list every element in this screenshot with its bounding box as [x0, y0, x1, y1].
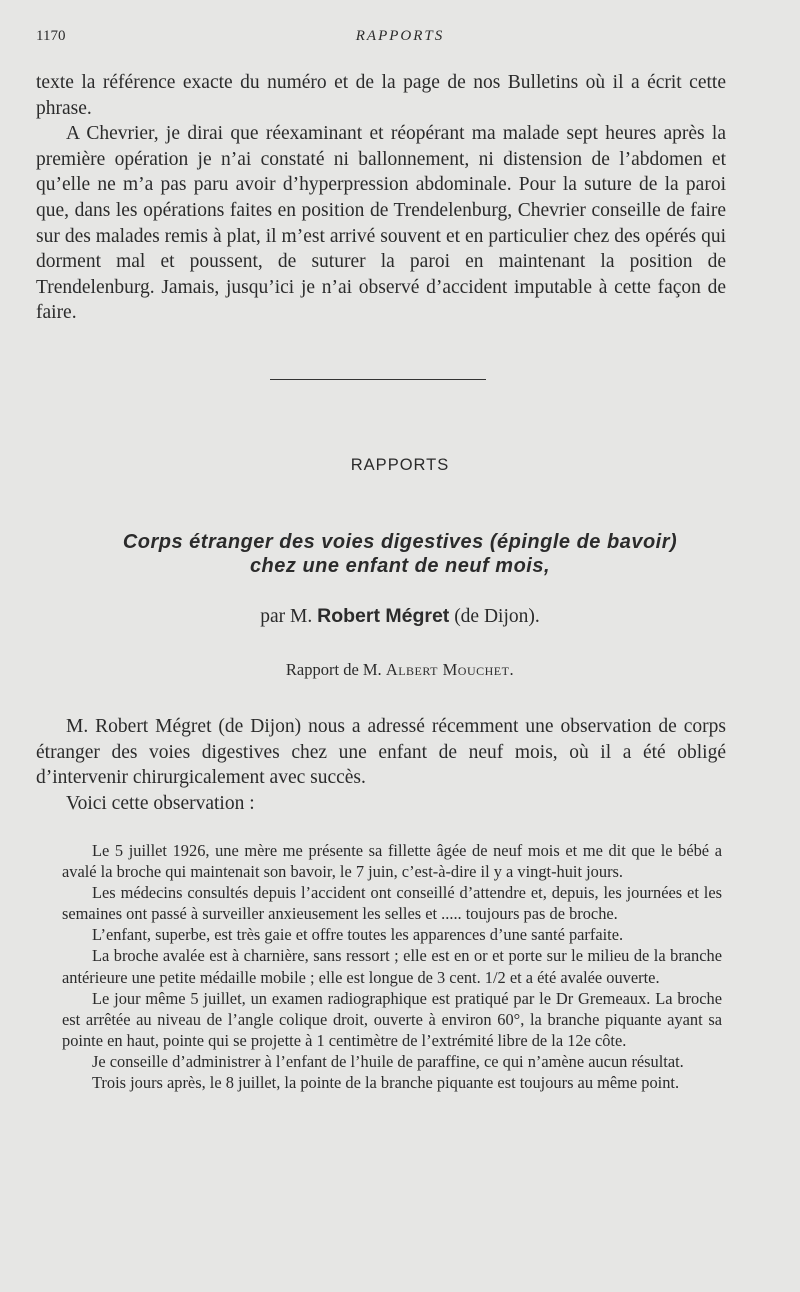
page-number: 1170 [36, 28, 66, 44]
reporter-name: Albert Mouchet. [385, 660, 515, 679]
running-title: RAPPORTS [355, 28, 445, 44]
observation-paragraph: Les médecins consultés depuis l’accident ont conseillé d’attendre et, depuis, les journées et les semaines ont passé à surveiller anxieusement les selles et ..... toujours pas de broche. [62, 883, 722, 924]
byline-prefix: par M. [260, 606, 313, 627]
section-divider [270, 379, 486, 380]
running-head [36, 28, 764, 48]
article-title-line: Corps étranger des voies digestives (épingle de bavoir) [122, 531, 678, 553]
observation-paragraph: Le 5 juillet 1926, une mère me présente sa fillette âgée de neuf mois et me dit que le bébé a avalé la broche qui maintenait son bavoir, le 7 juin, c’est-à-dire il y a vingt-huit jours. [62, 841, 722, 882]
byline [0, 605, 800, 628]
article-title [40, 530, 760, 578]
observation-paragraph: L’enfant, superbe, est très gaie et offre toutes les apparences d’une santé parfaite. [92, 925, 624, 945]
observation-paragraph: Je conseille d’administrer à l’enfant de l’huile de paraffine, ce qui n’amène aucun résultat. [92, 1051, 684, 1071]
author-name: Robert Mégret [317, 605, 450, 627]
report-prefix: Rapport de M. [285, 660, 382, 679]
observation-paragraph: La broche avalée est à charnière, sans ressort ; elle est en or et porte sur le milieu de la branche antérieure une petite médaille mobile ; elle est longue de 3 cent. 1/2 et a été avalée ouverte. [62, 946, 722, 987]
observation-paragraph: Le jour même 5 juillet, un examen radiographique est pratiqué par le Dr Gremeaux. La broche est arrêtée au niveau de l’angle colique droit, ouverte à environ 60°, la branche piquante ayant sa pointe en haut, pointe qui se projette à 1 centimètre de l’extrémité libre de la 12e côte. [62, 988, 722, 1050]
section-heading: RAPPORTS [350, 456, 450, 474]
main-text [36, 714, 726, 816]
main-paragraph: Voici cette observation : [66, 792, 255, 814]
observation-text [62, 840, 722, 1093]
article-title-line: chez une enfant de neuf mois, [249, 555, 551, 577]
observation-paragraph: Trois jours après, le 8 juillet, la pointe de la branche piquante est toujours au même point. [92, 1073, 680, 1093]
byline-suffix: (de Dijon). [454, 606, 540, 627]
report-line [0, 660, 800, 680]
intro-text [36, 70, 726, 326]
intro-paragraph: texte la référence exacte du numéro et de la page de nos Bulletins où il a écrit cette phrase. [36, 72, 726, 119]
main-paragraph: M. Robert Mégret (de Dijon) nous a adressé récemment une observation de corps étranger des voies digestives chez une enfant de neuf mois, où il a été obligé d’intervenir chirurgicalement avec succès. [36, 716, 726, 789]
intro-paragraph: A Chevrier, je dirai que réexaminant et réopérant ma malade sept heures après la première opération je n’ai constaté ni ballonnement, ni distension de l’abdomen et qu’elle ne m’a pas paru avoir d’hyperpression abdominale. Pour la suture de la paroi que, dans les opérations faites en position de Trendelenburg, Chevrier conseille de faire sur des malades remis à plat, il m’est arrivé souvent et en particulier chez des opérés qui dorment mal et poussent, de suturer la paroi en maintenant la position de Trendelenburg. Jamais, jusqu’ici je n’ai observé d’accident imputable à cette façon de faire. [36, 123, 726, 324]
